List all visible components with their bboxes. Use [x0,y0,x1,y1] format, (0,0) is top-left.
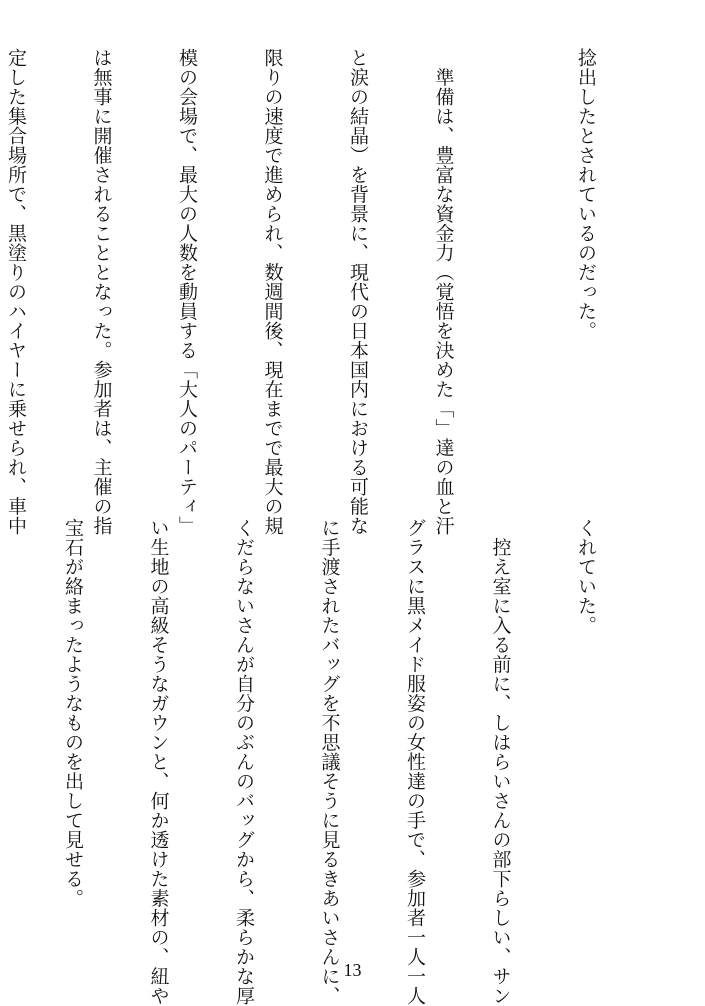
text-block-top [0,48,657,536]
text-line: 控え室に入る前に、しはらいさんの部下らしい、サン [489,518,512,1006]
text-line: 準備は、豊富な資金力（覚悟を決めた「」達の血と汗 [432,48,455,536]
text-line: 模の会場で、最大の人数を動員する「大人のパーティ」 [176,48,198,536]
text-line: と涙の結晶）を背景に、現代の日本国内における可能な [347,48,369,536]
text-line [0,518,2,950]
text-line: 限りの速度で進められ、数週間後、現在までで最大の規 [261,48,284,536]
text-line: くだらないさんが自分のぶんのバッグから、柔らかな厚 [233,518,255,1006]
text-line: い生地の高級そうなガウンと、何か透けた素材の、紐や [147,518,170,1006]
text-line: 捻出したとされているのだった。 [575,48,597,341]
text-line: に手渡されたバッグを不思議そうに見るきあいさんに、 [318,518,341,1006]
page-number: 13 [343,960,362,980]
text-line: 宝石が絡まったようなものを出して見せる。 [62,518,84,908]
text-line: グラスに黒メイド服姿の女性達の手で、参加者一人一人 [404,518,426,1006]
text-line: くれていた。 [575,518,597,635]
text-line: 定した集合場所で、黒塗りのハイヤーに乗せられ、車中 [5,48,27,536]
text-line: は無事に開催されることとなった。参加者は、主催の指 [90,48,113,536]
